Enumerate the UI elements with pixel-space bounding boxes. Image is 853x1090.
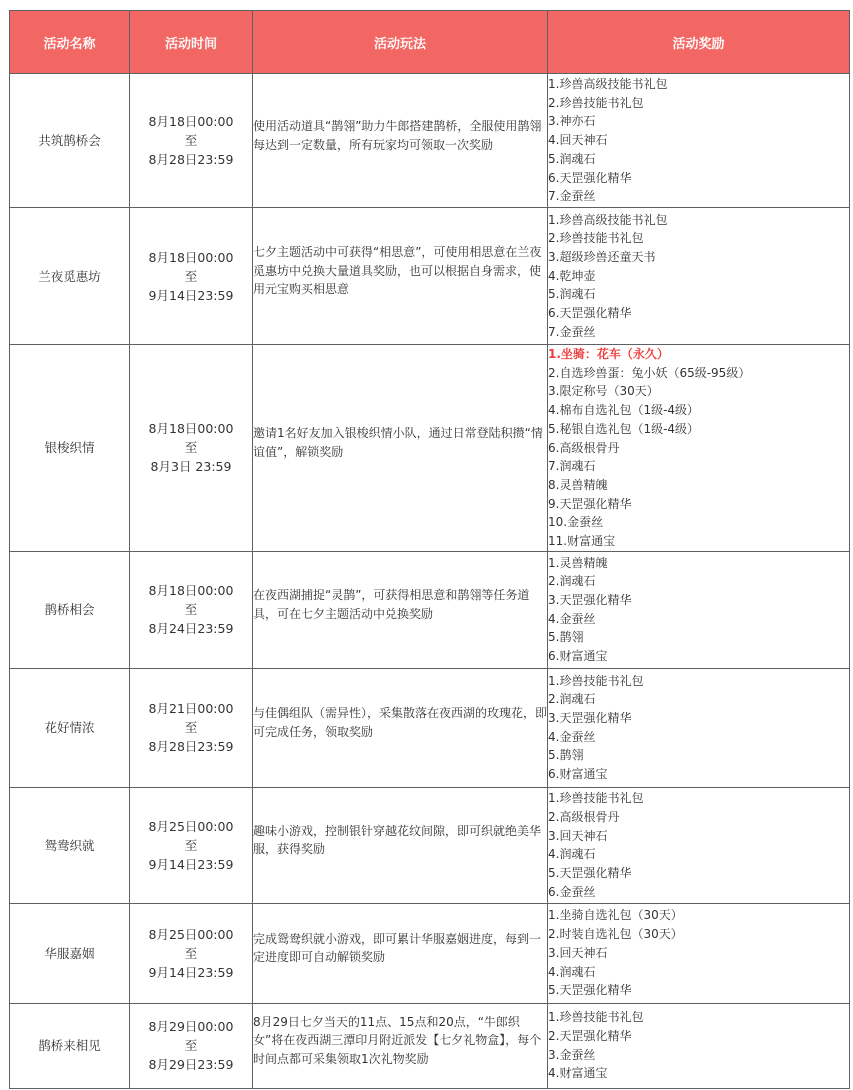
header-row	[10, 11, 850, 74]
reward-item: 4.财富通宝	[548, 1066, 608, 1081]
reward-item: 2.润魂石	[548, 574, 596, 589]
time-sep: 至	[184, 1038, 198, 1054]
reward-item: 6.天罡强化精华	[548, 306, 632, 321]
activity-time	[130, 1003, 253, 1088]
header-activity-gameplay: 活动玩法	[253, 11, 548, 74]
table-row	[10, 74, 850, 208]
reward-item: 5.润魂石	[548, 287, 596, 302]
time-sep: 至	[184, 837, 198, 853]
activity-rewards	[548, 74, 850, 208]
activity-name: 华服嘉姻	[10, 903, 130, 1003]
time-end: 9月14日23:59	[148, 964, 234, 980]
reward-item: 3.限定称号（30天）	[548, 384, 659, 399]
activity-time	[130, 668, 253, 787]
reward-item: 1.珍兽技能书礼包	[548, 1010, 644, 1025]
reward-item: 1.珍兽高级技能书礼包	[548, 77, 668, 92]
activity-description: 趣味小游戏，控制银针穿越花纹间隙，即可织就绝美华服，获得奖励	[253, 823, 542, 857]
activity-rewards	[548, 787, 850, 903]
events-table	[9, 10, 850, 1089]
activity-description-cell	[253, 668, 548, 787]
reward-item: 5.秘银自选礼包（1级-4级）	[548, 421, 700, 436]
header-activity-name: 活动名称	[10, 11, 130, 74]
reward-item: 2.珍兽技能书礼包	[548, 95, 644, 110]
reward-item: 6.金蚕丝	[548, 884, 596, 899]
activity-description-cell	[253, 903, 548, 1003]
reward-item: 7.润魂石	[548, 459, 596, 474]
reward-item: 1.坐骑自选礼包（30天）	[548, 908, 683, 923]
reward-item: 4.润魂石	[548, 964, 596, 979]
activity-description: 使用活动道具“鹊翎”助力牛郎搭建鹊桥，全服使用鹊翎每达到一定数量，所有玩家均可领取一次奖励	[253, 119, 542, 152]
activity-time	[130, 74, 253, 208]
time-end: 9月14日23:59	[148, 856, 234, 872]
activity-time	[130, 551, 253, 668]
time-sep: 至	[184, 602, 198, 618]
activity-rewards	[548, 345, 850, 552]
reward-item: 6.财富通宝	[548, 649, 608, 664]
activity-rewards	[548, 208, 850, 345]
reward-item: 5.润魂石	[548, 151, 596, 166]
table-row	[10, 208, 850, 345]
activity-description: 在夜西湖捕捉“灵鹊”，可获得相思意和鹊翎等任务道具，可在七夕主题活动中兑换奖励	[253, 588, 530, 621]
reward-item: 1.珍兽高级技能书礼包	[548, 212, 668, 227]
reward-item: 4.金蚕丝	[548, 729, 596, 744]
activity-name: 银梭织情	[10, 345, 130, 552]
activity-time	[130, 787, 253, 903]
reward-item: 4.乾坤壶	[548, 268, 596, 283]
table-row	[10, 903, 850, 1003]
time-start: 8月18日00:00	[148, 114, 234, 129]
activity-description: 完成鸳鸯织就小游戏，即可累计华服嘉姻进度，每到一定进度即可自动解锁奖励	[253, 931, 542, 965]
activity-name: 鹊桥来相见	[10, 1003, 130, 1088]
time-sep: 至	[184, 720, 198, 736]
reward-item: 3.回天神石	[548, 828, 608, 843]
reward-item: 4.润魂石	[548, 847, 596, 862]
reward-item: 5.天罡强化精华	[548, 865, 632, 880]
header-activity-rewards: 活动奖励	[548, 11, 850, 74]
activity-time	[130, 345, 253, 552]
time-sep: 至	[184, 133, 198, 148]
table-row	[10, 668, 850, 787]
time-start: 8月18日00:00	[148, 249, 234, 265]
activity-rewards	[548, 1003, 850, 1088]
activity-time	[130, 903, 253, 1003]
activity-description-cell	[253, 74, 548, 208]
reward-item: 2.天罡强化精华	[548, 1029, 632, 1044]
reward-item: 2.润魂石	[548, 692, 596, 707]
time-sep: 至	[184, 945, 198, 961]
reward-item: 7.金蚕丝	[548, 324, 596, 339]
time-start: 8月25日00:00	[148, 818, 234, 834]
activity-description-cell	[253, 551, 548, 668]
activity-description: 8月29日七夕当天的11点、15点和20点，“牛郎织女”将在夜西湖三潭印月附近派发【七夕礼物盒】，每个时间点都可采集领取1次礼物奖励	[253, 1014, 542, 1066]
time-sep: 至	[184, 268, 198, 284]
activity-time	[130, 208, 253, 345]
reward-item: 8.灵兽精魄	[548, 477, 608, 492]
reward-item: 3.天罡强化精华	[548, 593, 632, 608]
reward-item: 6.天罡强化精华	[548, 170, 632, 185]
reward-item: 1.珍兽技能书礼包	[548, 791, 644, 806]
table-row	[10, 551, 850, 668]
activity-description-cell	[253, 787, 548, 903]
reward-item: 5.天罡强化精华	[548, 983, 632, 998]
table-body	[10, 74, 850, 1089]
activity-description: 七夕主题活动中可获得“相思意”，可使用相思意在兰夜觅惠坊中兑换大量道具奖励，也可以根据自身需求，使用元宝购买相思意	[253, 245, 542, 297]
time-end: 9月14日23:59	[148, 287, 234, 303]
activity-description: 邀请1名好友加入银梭织情小队，通过日常登陆积攒“情谊值”，解锁奖励	[253, 426, 543, 459]
reward-item: 2.高级根骨丹	[548, 809, 620, 824]
activity-description-cell	[253, 345, 548, 552]
activity-name: 共筑鹊桥会	[10, 74, 130, 208]
activity-name: 花好情浓	[10, 668, 130, 787]
reward-item: 4.棉布自选礼包（1级-4级）	[548, 403, 700, 418]
reward-item: 7.金蚕丝	[548, 189, 596, 204]
time-end: 8月28日23:59	[148, 152, 234, 167]
activity-rewards	[548, 903, 850, 1003]
reward-item: 2.珍兽技能书礼包	[548, 231, 644, 246]
time-end: 8月29日23:59	[148, 1057, 234, 1073]
reward-item: 11.财富通宝	[548, 534, 616, 549]
reward-item-highlight: 1.坐骑：花车（永久）	[548, 347, 669, 361]
time-start: 8月29日00:00	[148, 1019, 234, 1035]
time-start: 8月21日00:00	[148, 701, 234, 717]
time-end: 8月24日23:59	[148, 621, 234, 637]
time-sep: 至	[184, 440, 198, 456]
time-start: 8月18日00:00	[148, 421, 234, 437]
reward-item: 10.金蚕丝	[548, 515, 604, 530]
reward-item: 1.珍兽技能书礼包	[548, 673, 644, 688]
time-start: 8月25日00:00	[148, 926, 234, 942]
activity-description-cell	[253, 1003, 548, 1088]
activity-rewards	[548, 551, 850, 668]
reward-item: 5.鹊翎	[548, 630, 584, 645]
reward-item: 1.灵兽精魄	[548, 555, 608, 570]
reward-item: 2.自选珍兽蛋：兔小妖（65级-95级）	[548, 365, 751, 380]
activity-name: 鸳鸯织就	[10, 787, 130, 903]
time-start: 8月18日00:00	[148, 583, 234, 599]
activity-description-cell	[253, 208, 548, 345]
table-row	[10, 345, 850, 552]
reward-item: 3.金蚕丝	[548, 1047, 596, 1062]
table-row	[10, 1003, 850, 1088]
reward-item: 3.回天神石	[548, 945, 608, 960]
activity-name: 兰夜觅惠坊	[10, 208, 130, 345]
time-end: 8月3日 23:59	[150, 459, 232, 475]
activity-description: 与佳偶组队（需异性），采集散落在夜西湖的玫瑰花，即可完成任务，领取奖励	[253, 706, 548, 739]
reward-item: 2.时装自选礼包（30天）	[548, 927, 683, 942]
reward-item: 5.鹊翎	[548, 748, 584, 763]
activity-rewards	[548, 668, 850, 787]
reward-item: 4.回天神石	[548, 133, 608, 148]
reward-item: 4.金蚕丝	[548, 611, 596, 626]
reward-item: 9.天罡强化精华	[548, 496, 632, 511]
time-end: 8月28日23:59	[148, 739, 234, 755]
activity-name: 鹊桥相会	[10, 551, 130, 668]
reward-item: 6.高级根骨丹	[548, 440, 620, 455]
reward-item: 6.财富通宝	[548, 767, 608, 782]
header-activity-time: 活动时间	[130, 11, 253, 74]
table-row	[10, 787, 850, 903]
reward-item: 3.天罡强化精华	[548, 711, 632, 726]
reward-item: 3.神亦石	[548, 114, 596, 129]
reward-item: 3.超级珍兽还童天书	[548, 249, 656, 264]
